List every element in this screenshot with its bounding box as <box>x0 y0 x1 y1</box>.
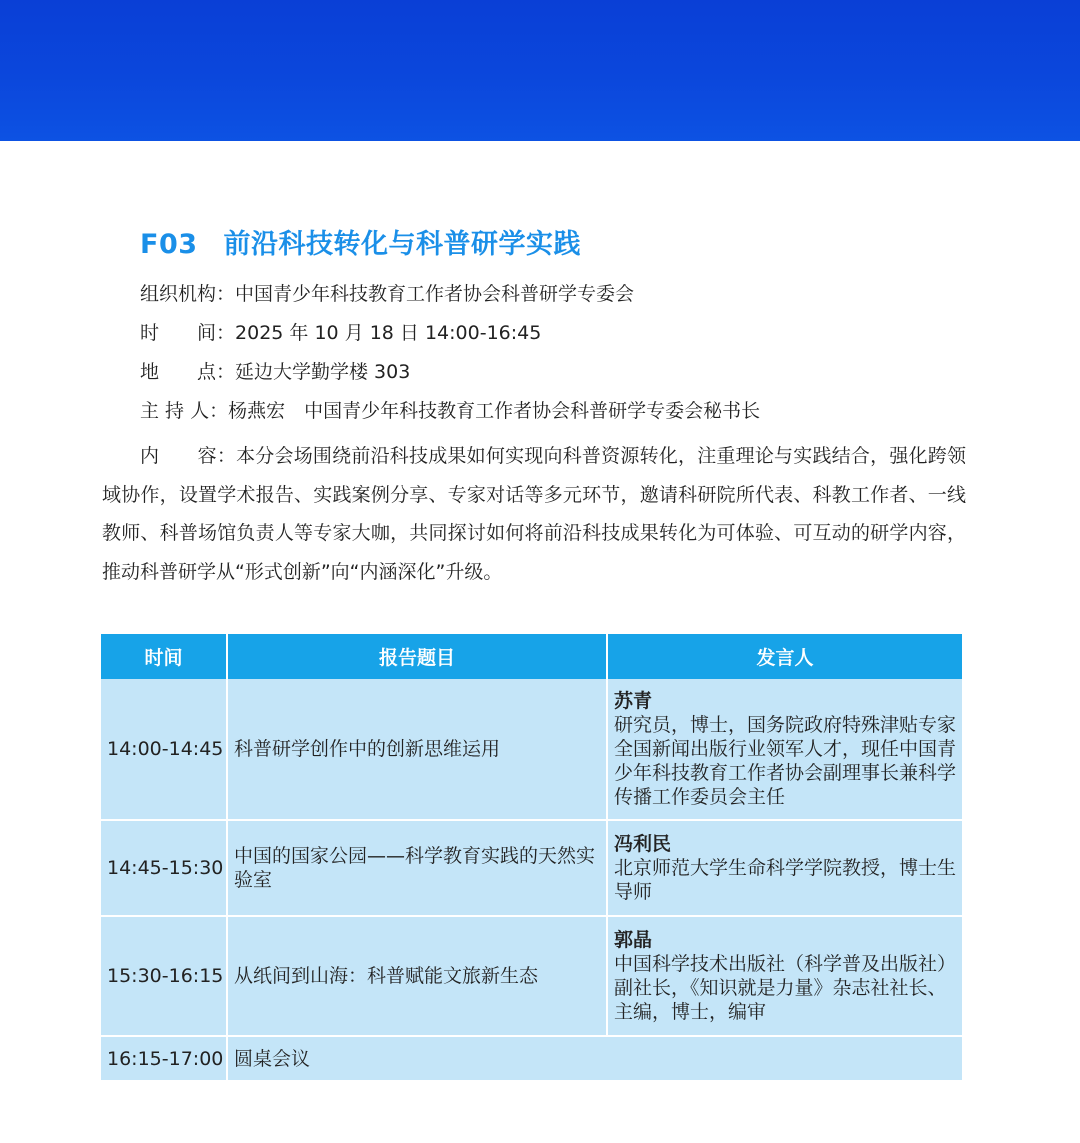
organizer-line <box>140 281 634 307</box>
host-value: 杨燕宏 中国青少年科技教育工作者协会科普研学专委会秘书长 <box>228 400 761 422</box>
time-line <box>140 320 541 346</box>
session-name: 前沿科技转化与科普研学实践 <box>223 229 582 260</box>
table-row <box>101 1036 962 1081</box>
organizer-value: 中国青少年科技教育工作者协会科普研学专委会 <box>235 283 635 305</box>
speaker-description: 研究员，博士，国务院政府特殊津贴专家全国新闻出版行业领军人才，现任中国青少年科技教育工作者协会副理事长兼科学传播工作委员会主任 <box>614 714 957 808</box>
speaker-name: 郭晶 <box>614 929 653 951</box>
schedule-table <box>101 634 962 1082</box>
table-row <box>101 820 962 916</box>
speaker-description: 中国科学技术出版社（科学普及出版社）副社长，《知识就是力量》杂志社社长、主编，博士，编审 <box>614 953 957 1023</box>
header-topic: 报告题目 <box>227 634 607 679</box>
session-code: F03 <box>140 229 198 260</box>
host-label: 主 持 人： <box>140 400 229 422</box>
table-row <box>101 916 962 1036</box>
row-speaker <box>607 820 962 916</box>
time-value: 2025 年 10 月 18 日 14:00-16:45 <box>235 322 542 344</box>
row-time: 14:45-15:30 <box>101 820 227 916</box>
header-speaker: 发言人 <box>607 634 962 679</box>
row-speaker <box>607 679 962 820</box>
session-title <box>140 222 581 266</box>
row-topic: 从纸间到山海：科普赋能文旅新生态 <box>227 916 607 1036</box>
table-header-row <box>101 634 962 679</box>
row-topic: 科普研学创作中的创新思维运用 <box>227 679 607 820</box>
table-row <box>101 679 962 820</box>
content-paragraph <box>102 437 966 591</box>
host-line <box>140 398 760 424</box>
speaker-description: 北京师范大学生命科学学院教授，博士生导师 <box>614 857 957 903</box>
speaker-name: 冯利民 <box>614 833 672 855</box>
speaker-name: 苏青 <box>614 690 653 712</box>
place-line <box>140 359 410 385</box>
row-time: 16:15-17:00 <box>101 1036 227 1081</box>
content-label: 内 容： <box>140 445 237 467</box>
time-label: 时 间： <box>140 322 236 344</box>
row-topic: 圆桌会议 <box>227 1036 962 1081</box>
content-value: 本分会场围绕前沿科技成果如何实现向科普资源转化，注重理论与实践结合，强化跨领域协作，设置学术报告、实践案例分享、专家对话等多元环节，邀请科研院所代表、科教工作者、一线教师、科普场馆负责人等专家大咖，共同探讨如何将前沿科技成果转化为可体验、可互动的研学内容，推动科普研学从“形式创新”向“内涵深化”升级。 <box>102 445 966 583</box>
place-value: 延边大学勤学楼 303 <box>235 361 411 383</box>
place-label: 地 点： <box>140 361 236 383</box>
row-topic: 中国的国家公园——科学教育实践的天然实验室 <box>227 820 607 916</box>
header-time: 时间 <box>101 634 227 679</box>
organizer-label: 组织机构： <box>140 283 236 305</box>
row-time: 15:30-16:15 <box>101 916 227 1036</box>
row-time: 14:00-14:45 <box>101 679 227 820</box>
row-speaker <box>607 916 962 1036</box>
